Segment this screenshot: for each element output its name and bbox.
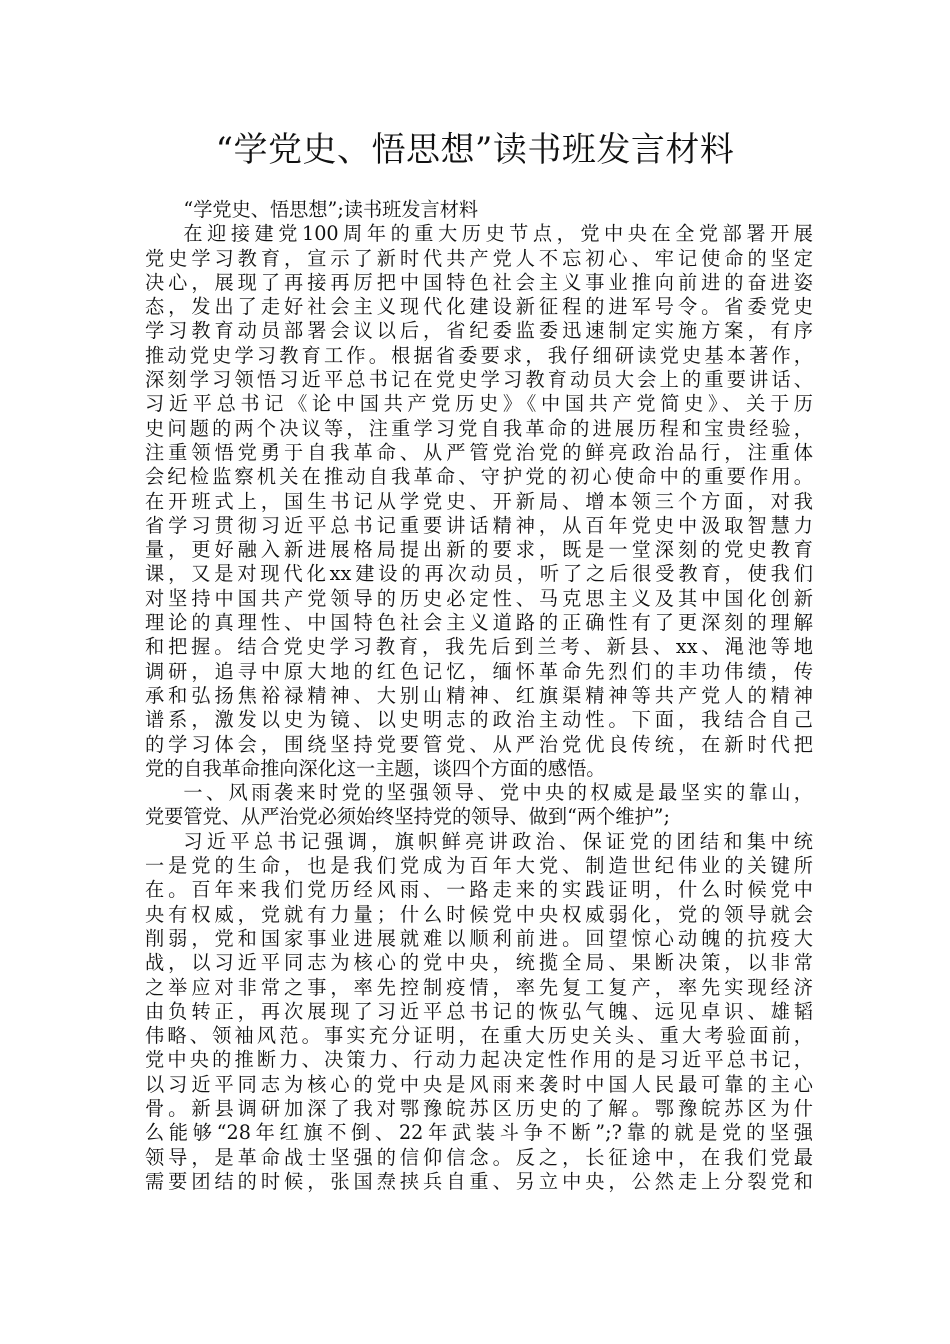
text-line: 在迎接建党100周年的重大历史节点，党中央在全党部署开展 bbox=[183, 222, 813, 246]
text-line: 注重领悟党勇于自我革命、从严管党治党的鲜亮政治品行，注重体 bbox=[145, 440, 813, 464]
text-line: 调研，追寻中原大地的红色记忆，缅怀革命先烈们的丰功伟绩，传 bbox=[145, 659, 813, 683]
text-line: 习近平总书记《论中国共产党历史》《中国共产党简史》、关于历 bbox=[145, 392, 813, 416]
text-line: 以习近平同志为核心的党中央是风雨来袭时中国人民最可靠的主心 bbox=[145, 1072, 813, 1096]
text-line: 么能够“28年红旗不倒、22年武装斗争不断”;?靠的就是党的坚强 bbox=[145, 1121, 813, 1145]
text-line: 在开班式上，国生书记从学党史、开新局、增本领三个方面，对我 bbox=[145, 489, 813, 513]
text-line: 战，以习近平同志为核心的党中央，统揽全局、果断决策，以非常 bbox=[145, 951, 813, 975]
text-line: 和把握。结合党史学习教育，我先后到兰考、新县、xx、渑池等地 bbox=[145, 635, 813, 659]
text-line: 之举应对非常之事，率先控制疫情，率先复工复产，率先实现经济 bbox=[145, 975, 813, 999]
text-line: 由负转正，再次展现了习近平总书记的恢弘气魄、远见卓识、雄韬 bbox=[145, 999, 813, 1023]
text-line: 理论的真理性、中国特色社会主义道路的正确性有了更深刻的理解 bbox=[145, 611, 813, 635]
text-line: 学习教育动员部署会议以后，省纪委监委迅速制定实施方案，有序 bbox=[145, 319, 813, 343]
text-line: 决心，展现了再接再厉把中国特色社会主义事业推向前进的奋进姿 bbox=[145, 270, 813, 294]
text-line: 领导，是革命战士坚强的信仰信念。反之，长征途中，在我们党最 bbox=[145, 1145, 813, 1169]
document-title: “学党史、悟思想”读书班发言材料 bbox=[215, 130, 735, 170]
text-line: 一是党的生命，也是我们党成为百年大党、制造世纪伟业的关键所 bbox=[145, 854, 813, 878]
text-line: 承和弘扬焦裕禄精神、大别山精神、红旗渠精神等共产党人的精神 bbox=[145, 683, 813, 707]
text-line: 的学习体会，围绕坚持党要管党、从严治党优良传统，在新时代把 bbox=[145, 732, 813, 756]
text-line: 一、风雨袭来时党的坚强领导、党中央的权威是最坚实的靠山， bbox=[183, 781, 813, 805]
text-line: 习近平总书记强调，旗帜鲜亮讲政治、保证党的团结和集中统 bbox=[183, 829, 813, 853]
text-line: 骨。新县调研加深了我对鄂豫皖苏区历史的了解。鄂豫皖苏区为什 bbox=[145, 1096, 813, 1120]
text-line: 省学习贯彻习近平总书记重要讲话精神，从百年党史中汲取智慧力 bbox=[145, 513, 813, 537]
text-line: 对坚持中国共产党领导的历史必定性、马克思主义及其中国化创新 bbox=[145, 586, 813, 610]
text-line: 央有权威，党就有力量；什么时候党中央权威弱化，党的领导就会 bbox=[145, 902, 813, 926]
text-line: 谱系，激发以史为镜、以史明志的政治主动性。下面，我结合自己 bbox=[145, 708, 813, 732]
text-line: 课，又是对现代化xx建设的再次动员，听了之后很受教育，使我们 bbox=[145, 562, 813, 586]
text-line: 史问题的两个决议等，注重学习党自我革命的进展历程和宝贵经验， bbox=[145, 416, 813, 440]
text-line: 推动党史学习教育工作。根据省委要求，我仔细研读党史基本著作， bbox=[145, 343, 813, 367]
text-line: 深刻学习领悟习近平总书记在党史学习教育动员大会上的重要讲话、 bbox=[145, 368, 813, 392]
text-line: 需要团结的时候，张国焘挟兵自重、另立中央，公然走上分裂党和 bbox=[145, 1169, 813, 1193]
text-line: “学党史、悟思想”;读书班发言材料 bbox=[183, 198, 479, 221]
text-line: 党史学习教育，宣示了新时代共产党人不忘初心、牢记使命的坚定 bbox=[145, 246, 813, 270]
text-line: 在。百年来我们党历经风雨、一路走来的实践证明，什么时候党中 bbox=[145, 878, 813, 902]
text-line: 伟略、领袖风范。事实充分证明，在重大历史关头、重大考验面前， bbox=[145, 1024, 813, 1048]
text-line: 党要管党、从严治党必须始终坚持党的领导、做到“两个维护”; bbox=[145, 805, 670, 829]
text-line: 态，发出了走好社会主义现代化建设新征程的进军号令。省委党史 bbox=[145, 295, 813, 319]
text-line: 会纪检监察机关在推动自我革命、守护党的初心使命中的重要作用。 bbox=[145, 465, 813, 489]
text-line: 党中央的推断力、决策力、行动力起决定性作用的是习近平总书记， bbox=[145, 1048, 813, 1072]
text-line: 削弱，党和国家事业进展就难以顺利前进。回望惊心动魄的抗疫大 bbox=[145, 926, 813, 950]
text-line: 党的自我革命推向深化这一主题，谈四个方面的感悟。 bbox=[145, 756, 606, 780]
text-line: 量，更好融入新进展格局提出新的要求，既是一堂深刻的党史教育 bbox=[145, 538, 813, 562]
document-body bbox=[145, 198, 813, 1194]
